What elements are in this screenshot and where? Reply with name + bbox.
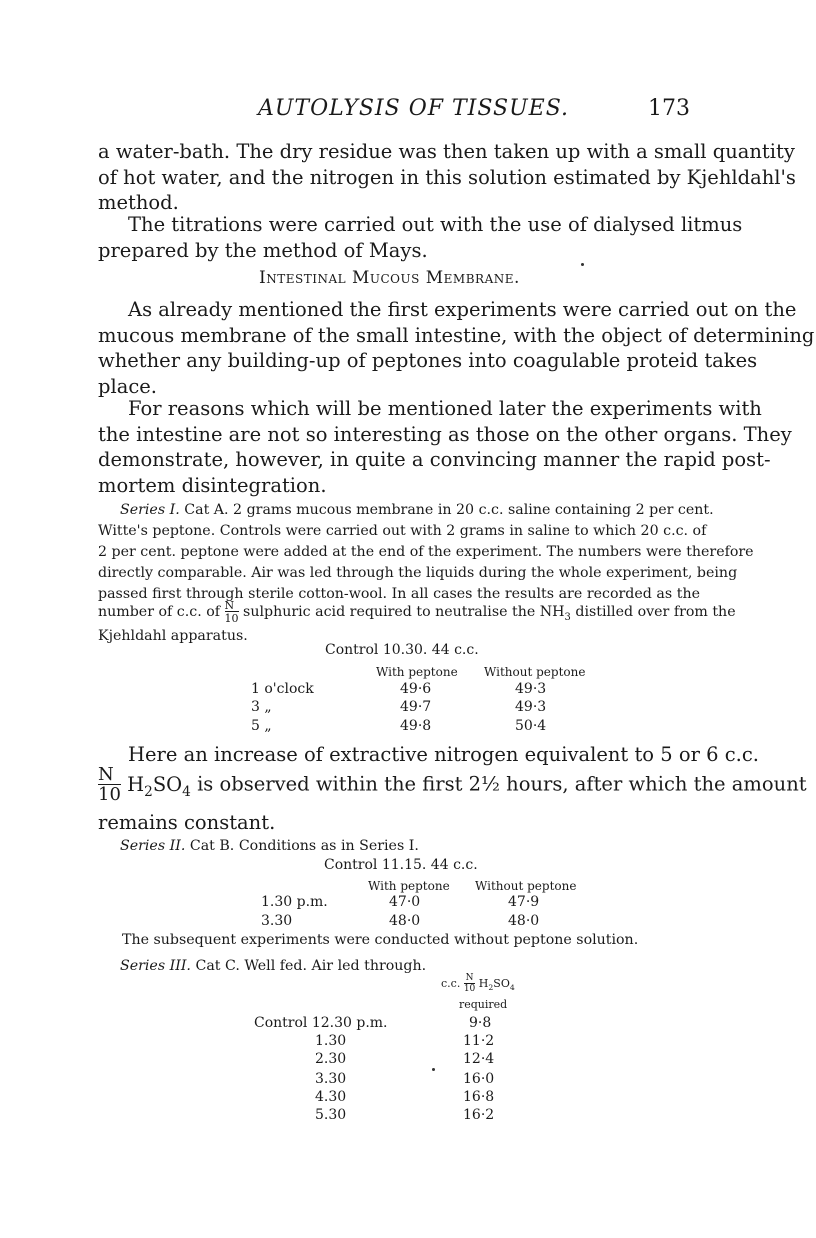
table-cell: 49·6 bbox=[400, 681, 432, 697]
column-header-required: required bbox=[459, 998, 508, 1011]
table-row-time: 5 „ bbox=[251, 718, 272, 734]
fraction-num: N bbox=[98, 764, 114, 785]
text-line: remains constant. bbox=[98, 811, 276, 834]
paragraph-3-end bbox=[98, 810, 700, 836]
text-line bbox=[98, 764, 807, 805]
text-line: place. bbox=[98, 374, 158, 398]
text-after: sulphuric acid required to neutralise the $NH_3$ distilled over from the bbox=[243, 604, 736, 623]
ink-speck bbox=[432, 1068, 435, 1071]
text-line: of hot water, and the nitrogen in this solution estimated by Kjehldahl's bbox=[98, 165, 796, 189]
series-label: Series III. bbox=[120, 958, 191, 974]
text-line: The titrations were carried out with the use of dialysed litmus bbox=[128, 213, 743, 236]
fraction-den: 10 bbox=[98, 784, 121, 805]
fraction-num: N bbox=[224, 599, 235, 612]
column-header-without: Without peptone bbox=[484, 665, 586, 679]
formula-h2so4: $H_2SO_4$ bbox=[478, 977, 515, 993]
table-cell: 50·4 bbox=[515, 718, 547, 734]
table-row-time: 2.30 bbox=[315, 1051, 347, 1067]
column-header-titrant bbox=[441, 974, 515, 994]
text-line: method. bbox=[98, 191, 179, 214]
text-line: For reasons which will be mentioned later the experiments with bbox=[128, 397, 762, 420]
table-cell: 16·2 bbox=[463, 1107, 495, 1123]
table-row-time: 4.30 bbox=[315, 1089, 347, 1105]
series-2-control: Control 11.15. 44 c.c. bbox=[324, 857, 478, 873]
table-row-time: 3.30 bbox=[261, 913, 293, 929]
table-cell: 9·8 bbox=[469, 1015, 492, 1031]
table-row-time: 3 „ bbox=[251, 699, 272, 715]
text-line: the intestine are not so interesting as those on the other organs. They bbox=[98, 422, 792, 446]
column-header-without: Without peptone bbox=[475, 879, 577, 893]
table-cell: 49·7 bbox=[400, 699, 432, 715]
text-line: whether any building-up of peptones into coagulable proteid takes bbox=[98, 349, 758, 372]
ink-speck bbox=[581, 263, 584, 266]
text-line: demonstrate, however, in quite a convincing manner the rapid post- bbox=[98, 448, 771, 471]
normality-fraction bbox=[225, 600, 239, 624]
table-cell: 12·4 bbox=[463, 1051, 495, 1067]
series-1-control: Control 10.30. 44 c.c. bbox=[325, 642, 479, 658]
table-cell: 49·3 bbox=[515, 699, 547, 715]
normality-line bbox=[98, 599, 736, 628]
text-before: number of c.c. of bbox=[98, 604, 221, 620]
table-row-time: Control 12.30 p.m. bbox=[254, 1015, 388, 1031]
text-line: As already mentioned the first experiments were carried out on the bbox=[128, 298, 797, 321]
table-row-time: 5.30 bbox=[315, 1107, 347, 1123]
series-label: Series I. bbox=[120, 502, 180, 518]
paragraph-2 bbox=[98, 396, 792, 498]
section-heading: Intestinal Mucous Membrane. bbox=[259, 268, 520, 288]
text-line: a water-bath. The dry residue was then taken up with a small quantity bbox=[98, 140, 795, 163]
table-cell: 49·8 bbox=[400, 718, 432, 734]
table-cell: 47·9 bbox=[508, 894, 540, 910]
cc-label: c.c. bbox=[441, 977, 461, 990]
text-after: is observed within the first 2½ hours, after which the amount bbox=[197, 772, 807, 796]
normality-fraction bbox=[464, 974, 475, 994]
text-line: prepared by the method of Mays. bbox=[98, 238, 428, 262]
paragraph-3-formula-line bbox=[98, 764, 807, 805]
series-text: Cat B. Conditions as in Series I. bbox=[189, 838, 419, 854]
fraction-den: 10 bbox=[224, 612, 239, 625]
page-number: 173 bbox=[648, 96, 690, 121]
series-1-last-line: Kjehldahl apparatus. bbox=[98, 628, 248, 644]
paragraph-3 bbox=[98, 742, 759, 768]
table-cell: 11·2 bbox=[463, 1033, 495, 1049]
series-label: Series II. bbox=[120, 838, 186, 854]
series-2-description bbox=[120, 838, 419, 854]
text-line: directly comparable. Air was led through the liquids during the whole experiment, being bbox=[98, 565, 738, 581]
text-line: mortem disintegration. bbox=[98, 473, 327, 497]
text-line: Here an increase of extractive nitrogen equivalent to 5 or 6 c.c. bbox=[128, 743, 759, 766]
titrations-paragraph bbox=[98, 212, 743, 263]
paragraph-1 bbox=[98, 297, 815, 399]
text-line: mucous membrane of the small intestine, with the object of determining bbox=[98, 323, 815, 347]
series-text: Cat C. Well fed. Air led through. bbox=[195, 958, 427, 974]
table-row-time: 3.30 bbox=[315, 1071, 347, 1087]
table-row-time: 1.30 bbox=[315, 1033, 347, 1049]
running-title: AUTOLYSIS OF TISSUES. bbox=[258, 96, 569, 121]
text-line: Witte's peptone. Controls were carried out with 2 grams in saline to which 20 c.c. of bbox=[98, 523, 707, 539]
table-row-time: 1.30 p.m. bbox=[261, 894, 328, 910]
series-2-note: The subsequent experiments were conducted without peptone solution. bbox=[122, 932, 639, 948]
table-cell: 47·0 bbox=[389, 894, 421, 910]
formula-h2so4: $H_2SO_4$ bbox=[127, 772, 191, 800]
text-line bbox=[98, 500, 714, 521]
text-line: 2 per cent. peptone were added at the end of the experiment. The numbers were therefore bbox=[98, 544, 754, 560]
fraction-den: 10 bbox=[463, 984, 476, 994]
intro-paragraph bbox=[98, 139, 796, 216]
text-line: passed first through sterile cotton-wool. In all cases the results are recorded as the bbox=[98, 586, 700, 602]
series-1-description bbox=[98, 500, 754, 605]
normality-fraction bbox=[98, 766, 121, 804]
table-row-time: 1 o'clock bbox=[251, 681, 314, 697]
table-cell: 16·0 bbox=[463, 1071, 495, 1087]
table-cell: 49·3 bbox=[515, 681, 547, 697]
series-3-description bbox=[120, 958, 426, 974]
column-header-with: With peptone bbox=[376, 665, 458, 679]
fraction-num: N bbox=[465, 973, 474, 983]
table-cell: 48·0 bbox=[508, 913, 540, 929]
column-header-with: With peptone bbox=[368, 879, 450, 893]
text-line bbox=[98, 599, 736, 628]
series-text: Cat A. 2 grams mucous membrane in 20 c.c. saline containing 2 per cent. bbox=[184, 502, 714, 518]
table-cell: 16·8 bbox=[463, 1089, 495, 1105]
table-cell: 48·0 bbox=[389, 913, 421, 929]
